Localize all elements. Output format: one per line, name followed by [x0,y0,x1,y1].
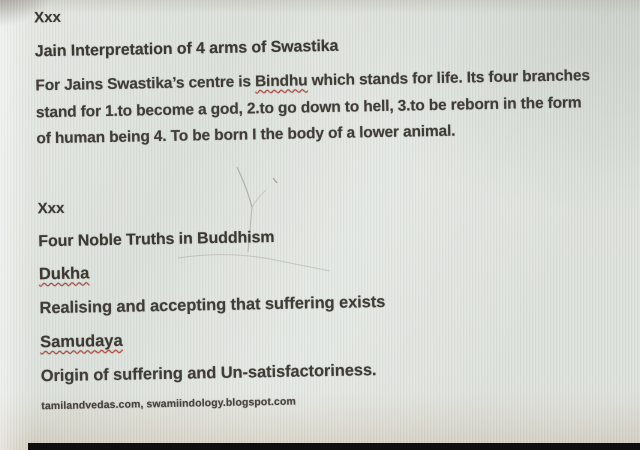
buddhism-heading: Four Noble Truths in Buddhism [38,228,275,251]
term-dukha: Dukha [38,264,90,284]
bottom-black-bar [28,443,640,450]
section-divider-2: Xxx [37,199,65,218]
jain-heading: Jain Interpretation of 4 arms of Swastika [34,37,339,61]
paragraph-line-1 [35,67,590,95]
source-footer: tamilandvedas.com, swamiindology.blogspot.com [41,395,297,413]
paragraph-line-3: of human being 4. To be born I the body of a lower animal. [36,122,456,148]
definition-dukha: Realising and accepting that suffering exists [39,292,386,318]
section-divider-1: Xxx [34,8,62,27]
paragraph-line-1-post: which stands for life. Its four branches [307,67,591,90]
spellcheck-underlined-word-bindhu: Bindhu [254,72,308,91]
term-samudaya: Samudaya [39,331,123,352]
definition-samudaya: Origin of suffering and Un-satisfactoriness. [40,361,377,386]
paragraph-line-2: stand for 1.to become a god, 2.to go down to hell, 3.to be reborn in the form [35,94,582,122]
paragraph-line-1-pre: For Jains Swastika’s centre is [35,73,256,95]
